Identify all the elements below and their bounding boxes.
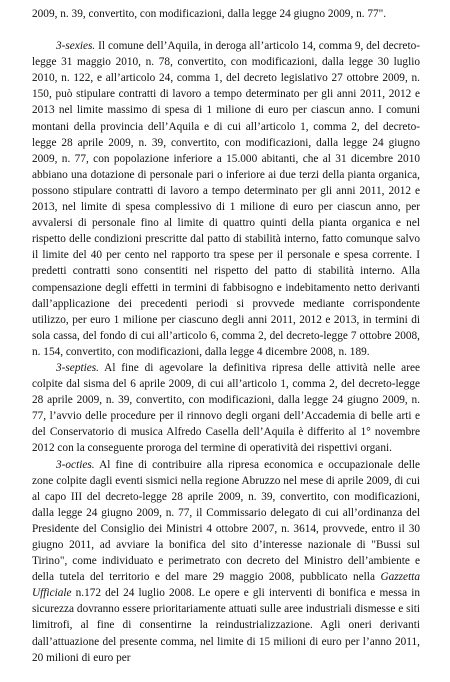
paragraph-3-septies (32, 360, 420, 457)
paragraph-number: 3-sexies. (56, 40, 96, 53)
paragraph-body: Al fine di agevolare la definitiva ripresa delle attività nelle aree colpite dal sisma del 6 aprile 2009, di cui all’articolo 1, comma 2, del decreto-legge 28 aprile 2009, n. 39, convertito, con modificazioni, dalla legge 24 giugno 2009, n. 77, l’avvio delle procedure per il rinnovo degli organi dell’Accademia di belle arti e del Conservatorio di musica Alfredo Casella dell’Aquila è differito al 1° novembre 2012 con la conseguente proroga del termine di operatività dei rispettivi organi. (32, 361, 420, 455)
document-page (32, 6, 420, 666)
gazette-reference: Gazzetta Ufficiale (32, 571, 420, 600)
paragraph-number: 3-septies. (56, 361, 99, 374)
paragraph-3-sexies (32, 38, 420, 360)
paragraph-body-end: n.172 del 24 luglio 2008. Le opere e gli interventi di bonifica e messa in sicurezza dovranno essere prioritariamente attuati sulle aree industriali dismesse e siti limitrofi, al fine di consentirne la reindustrializzazione. Agli oneri derivanti dall’attuazione del presente comma, nel limite di 15 milioni di euro per l’anno 2011, 20 milioni di euro per (32, 587, 420, 664)
paragraph-body-start: Al fine di contribuire alla ripresa economica e occupazionale delle zone colpite dagli eventi sismici nella regione Abruzzo nel mese di aprile 2009, di cui al capo III del decreto-legge 28 aprile 2009, n. 39, convertito, con modificazioni, dalla legge 24 giugno 2009, n. 77, il Commissario delegato di cui all’ordinanza del Presidente del Consiglio dei Ministri 4 ottobre 2007, n. 3614, provvede, entro il 30 giugno 2011, ad avviare la bonifica del sito d’interesse nazionale di "Bussi sul Tirino", come individuato e perimetrato con decreto del Ministro dell’ambiente e della tutela del territorio e del mare 29 maggio 2008, pubblicato nella (32, 458, 420, 584)
paragraph-number: 3-octies. (56, 458, 95, 471)
paragraph-3-octies (32, 457, 420, 666)
continuation-text: 2009, n. 39, convertito, con modificazioni, dalla legge 24 giugno 2009, n. 77". (32, 8, 387, 20)
paragraph-body: Il comune dell’Aquila, in deroga all’articolo 14, comma 9, del decreto-legge 31 maggio 2010, n. 78, convertito, con modificazioni, dalla legge 30 luglio 2010, n. 122, e all’articolo 24, comma 1, del decreto legislativo 27 ottobre 2009, n. 150, può stipulare contratti di lavoro a tempo determinato per gli anni 2011, 2012 e 2013 nel limite massimo di spesa di 1 milione di euro per ciascun anno. I comuni montani della provincia dell’Aquila e di cui all’articolo 1, comma 2, del decreto-legge 28 aprile 2009, n. 39, convertito, con modificazioni, dalla legge 24 giugno 2009, n. 77, con popolazione inferiore a 15.000 abitanti, che al 31 dicembre 2010 abbiano una dotazione di personale pari o inferiore ai due terzi della pianta organica, possono stipulare contratti di lavoro a tempo determinato per gli anni 2011, 2012 e 2013, nel limite di spesa complessivo di 1 milione di euro per ciascun anno, per avvalersi di personale fino al limite di quattro quinti della pianta organica e nel rispetto delle condizioni prescritte dal patto di stabilità interno, fatto comunque salvo il limite del 40 per cento nel rapporto tra spese per il personale e spesa corrente. I predetti contratti sono consentiti nel rispetto del patto di stabilità interno. Alla compensazione degli effetti in termini di fabbisogno e indebitamento netto derivanti dall’applicazione dei precedenti periodi si provvede mediante corrispondente utilizzo, per euro 1 milione per ciascuno degli anni 2011, 2012 e 2013, in termini di sola cassa, del fondo di cui all’articolo 6, comma 2, del decreto-legge 7 ottobre 2008, n. 154, convertito, con modificazioni, dalla legge 4 dicembre 2008, n. 189. (32, 40, 420, 358)
